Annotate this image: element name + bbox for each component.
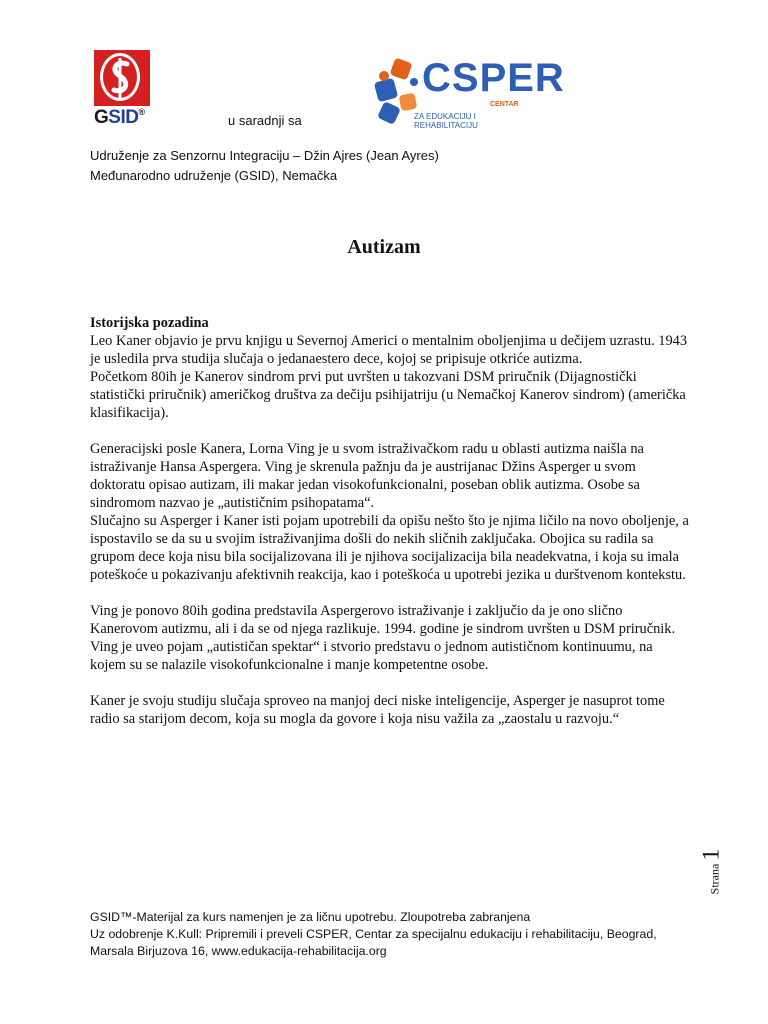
gsid-logo xyxy=(94,50,154,130)
csper-centar-label: CENTAR xyxy=(490,101,519,108)
paragraph: Početkom 80ih je Kanerov sindrom prvi put uvršten u takozvani DSM priručnik (Dijagnostički statistički priručnik) američkog društva za dečiju psihijatriju (u Nemačkoj Kanerov sindrom) (američka klasifikacija). xyxy=(90,369,686,421)
footer xyxy=(90,909,657,960)
page-label-word: Strana xyxy=(707,863,722,895)
document-title: Autizam xyxy=(347,236,421,258)
gsid-logo-glyph xyxy=(94,50,150,106)
section-heading: Istorijska pozadina xyxy=(90,315,209,331)
gsid-wordmark: GSID® xyxy=(94,107,145,128)
organization-line: Međunarodno udruženje (GSID), Nemačka xyxy=(90,168,338,183)
paragraph: Leo Kaner objavio je prvu knjigu u Severnoj Americi o mentalnim oboljenjima u dečijem uzrastu. 1943 je usledila prva studija slučaja o jedanaestero dece, kojoj se pripisuje otkriće autizma. xyxy=(90,333,688,367)
footer-line: Marsala Birjuzova 16, www.edukacija-rehabilitacija.org xyxy=(90,944,387,958)
gsid-logo-mark xyxy=(94,50,150,106)
paragraph: Ving je ponovo 80ih godina predstavila Aspergerovo istraživanje i zaključio da je ono slično Kanerovom autizmu, ali i da se od njega razlikuje. 1994. godine je sindrom uvršten u DSM priručnik. Ving je uveo pojam „autističan spektar“ i stvorio predstavu o jednom autističnom kontinuumu, na kojem su se nalazile visokofunkcionalne i manje kompetentne osobe. xyxy=(90,603,676,673)
page-number: 1 xyxy=(698,848,725,861)
paragraph: Generacijski posle Kanera, Lorna Ving je u svom istraživačkom radu u oblasti autizma naišla na istraživanje Hansa Aspergera. Ving je skrenula pažnju da je austrijanac Džins Asperger u svom doktoratu opisao autizam, ili makar jedan visokofunkcionalni, poseban oblik autizma. Osobe sa sindromom nazvao je „autističnim psihopatama“. xyxy=(90,441,644,511)
collaboration-text: u saradnji sa xyxy=(228,113,302,128)
csper-title: CSPER xyxy=(422,56,565,100)
csper-logo xyxy=(370,46,565,130)
organization-line: Udruženje za Senzornu Integraciju – Džin Ajres (Jean Ayres) xyxy=(90,148,439,163)
paragraph: Kaner je svoju studiju slučaja sproveo na manjoj deci niske inteligencije, Asperger je nasuprot tome radio sa starijom decom, koja su mogla da govore i koja nisu važila za „zaostalu u razvoju.“ xyxy=(90,693,665,727)
footer-line: GSID™-Materijal za kurs namenjen je za ličnu upotrebu. Zloupotreba zabranjena xyxy=(90,910,531,924)
footer-line: Uz odobrenje K.Kull: Pripremili i preveli CSPER, Centar za specijalnu edukaciju i rehabilitaciju, Beograd, xyxy=(90,927,657,941)
organization-lines xyxy=(90,146,439,186)
page-number-label xyxy=(698,838,735,898)
csper-subtitle: ZA EDUKACIJU I REHABILITACIJU xyxy=(414,112,478,130)
paragraph: Slučajno su Asperger i Kaner isti pojam upotrebili da opišu nešto što je njima ličilo na novo oboljenje, a ispostavilo se da su u svojim istraživanjima došli do nekih sličnih zaključaka. Obojica su radila sa grupom dece koja nisu bila socijalizovana ili je njihova socijalizacija bila neadekvatna, i koja su imala poteškoće u pokazivanju afektivnih reakcija, kao i poteškoća u upotrebi jezika u durštvenom kontekstu. xyxy=(90,513,689,583)
document-body xyxy=(90,314,690,746)
